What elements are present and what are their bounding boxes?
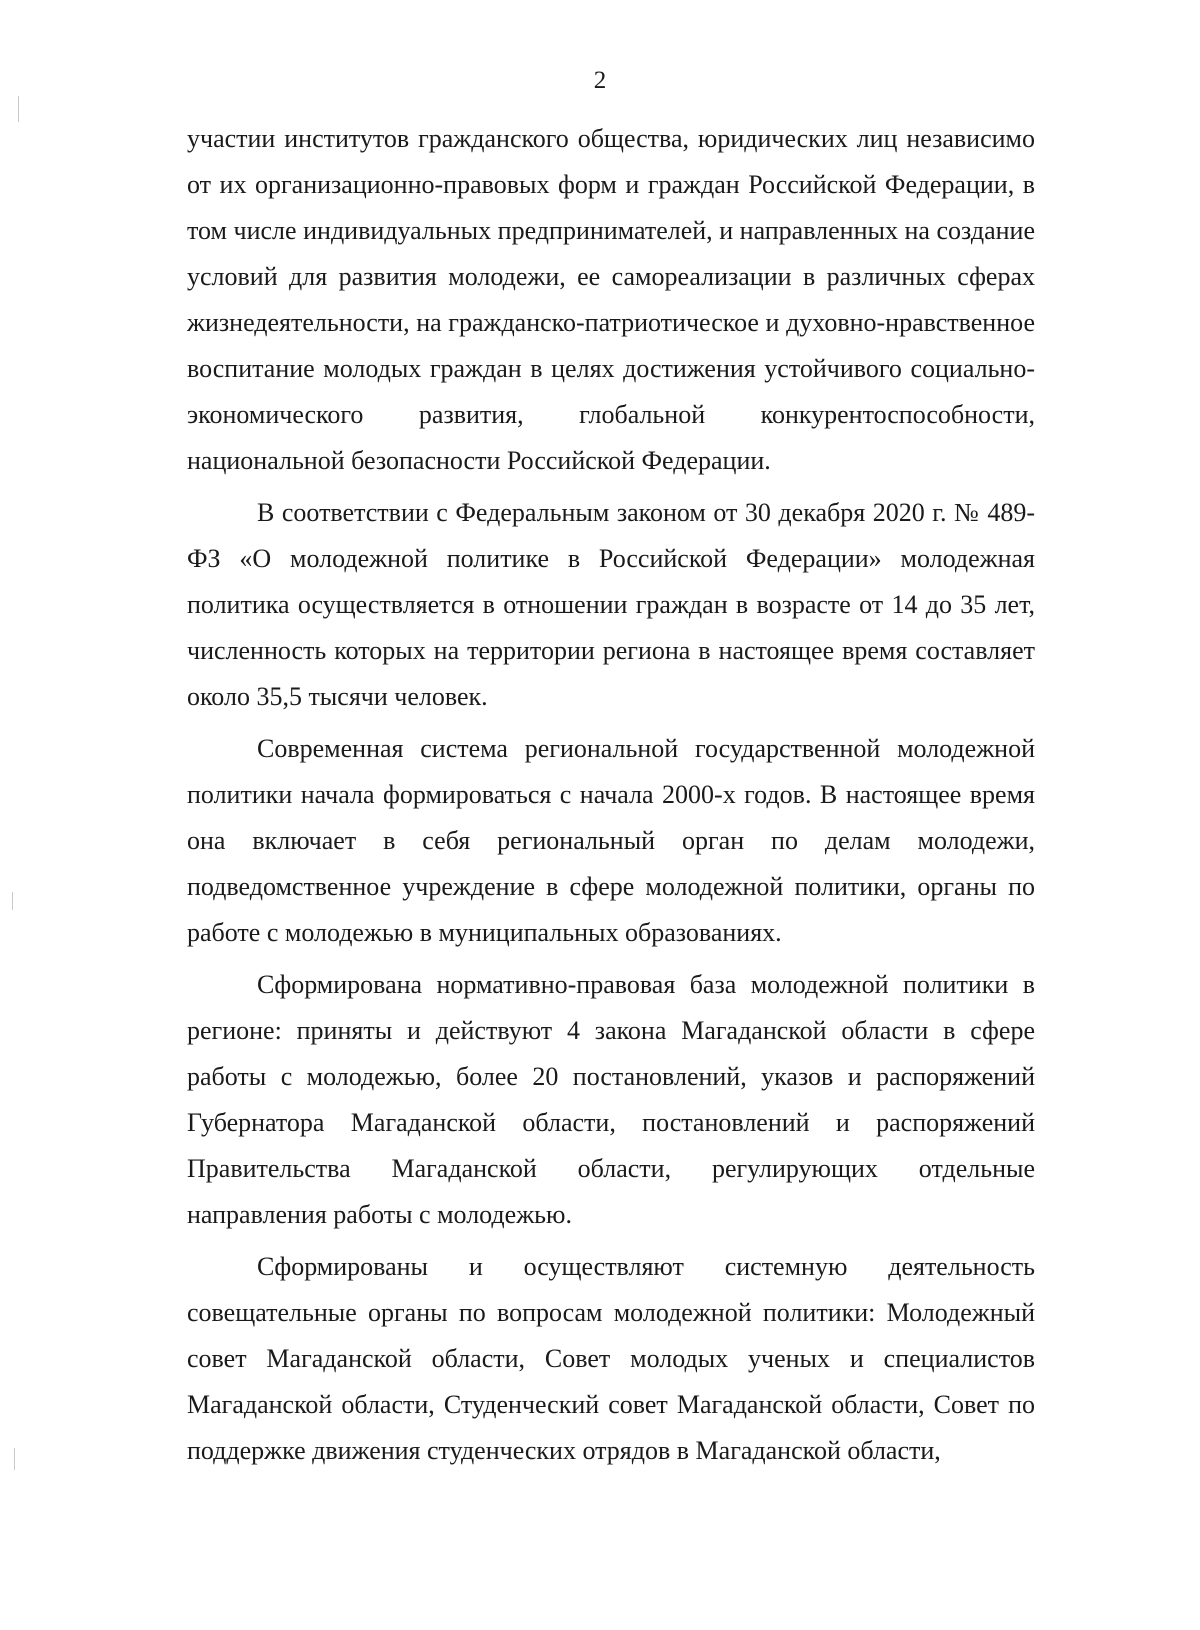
scan-edge-mark [18, 96, 19, 122]
scan-edge-mark [12, 892, 13, 910]
paragraph-legal-base: Сформирована нормативно-правовая база молодежной политики в регионе: приняты и действуют 4 закона Магаданской области в сфере работы с молодежью, более 20 постановлений, указов и распоряжений Губернатора Магаданской области, постановлений и распоряжений Правительства Магаданской области, регулирующих отдельные направления работы с молодежью. [187, 970, 1035, 1229]
paragraph-continuation: участии институтов гражданского общества, юридических лиц независимо от их организационно-правовых форм и граждан Российской Федерации, в том числе индивидуальных предпринимателей, и направленных на создание условий для развития молодежи, ее самореализации в различных сферах жизнедеятельности, на гражданско-патриотическое и духовно-нравственное воспитание молодых граждан в целях достижения устойчивого социально-экономического развития, глобальной конкурентоспособности, национальной безопасности Российской Федерации. [187, 124, 1035, 475]
paragraph-advisory-bodies: Сформированы и осуществляют системную деятельность совещательные органы по вопросам молодежной политики: Молодежный совет Магаданской области, Совет молодых ученых и специалистов Магаданской области, Студенческий совет Магаданской области, Совет по поддержке движения студенческих отрядов в Магаданской области, [187, 1252, 1035, 1465]
paragraph-modern-system: Современная система региональной государственной молодежной политики начала формироваться с начала 2000-х годов. В настоящее время она включает в себя региональный орган по делам молодежи, подведомственное учреждение в сфере молодежной политики, органы по работе с молодежью в муниципальных образованиях. [187, 734, 1035, 947]
document-body [187, 116, 1035, 1480]
scan-edge-mark [14, 1448, 15, 1470]
page-number: 2 [593, 67, 607, 94]
paragraph-federal-law: В соответствии с Федеральным законом от 30 декабря 2020 г. № 489-ФЗ «О молодежной политике в Российской Федерации» молодежная политика осуществляется в отношении граждан в возрасте от 14 до 35 лет, численность которых на территории региона в настоящее время составляет около 35,5 тысячи человек. [187, 498, 1035, 711]
